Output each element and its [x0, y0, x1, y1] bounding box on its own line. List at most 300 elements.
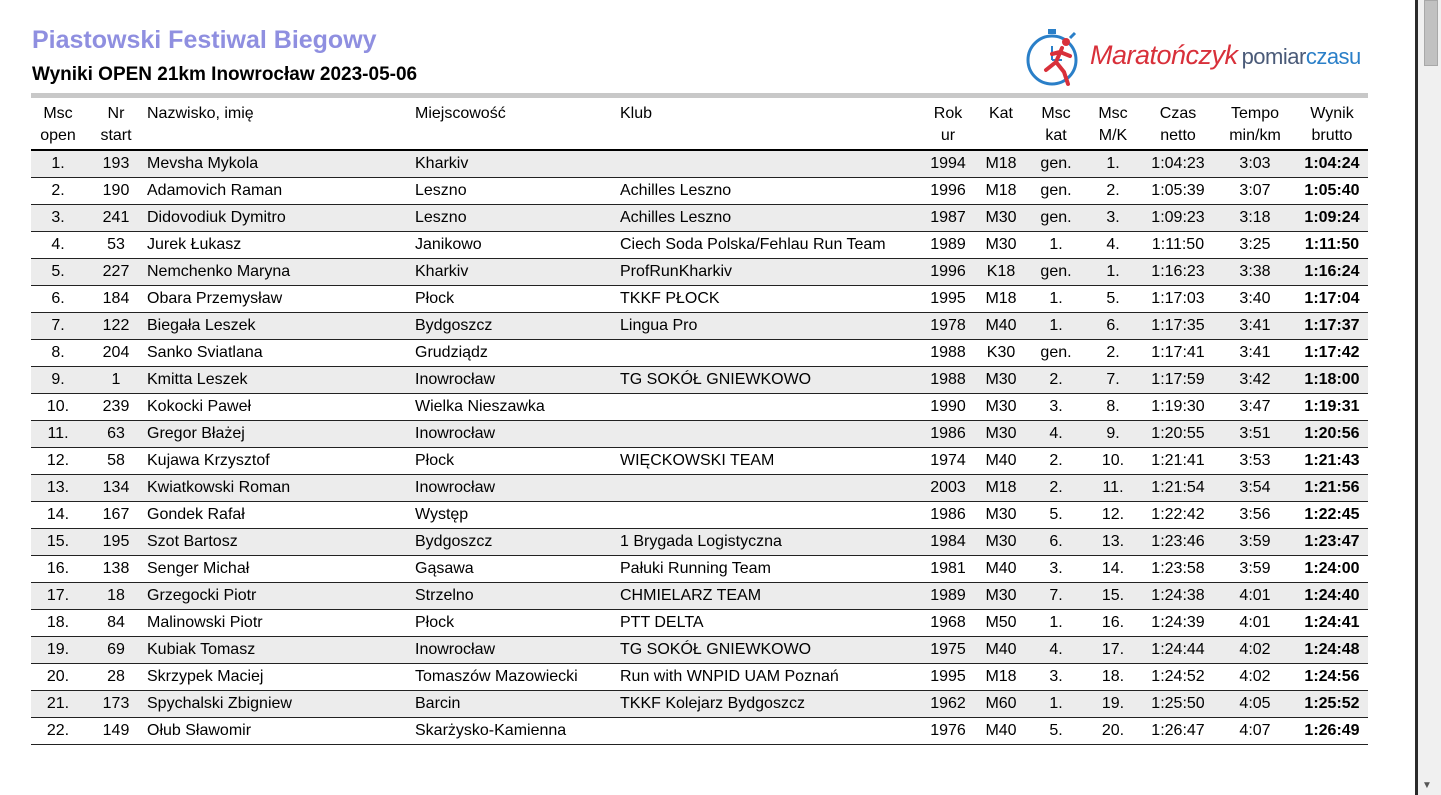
cell-club	[620, 475, 922, 502]
cell-msc-open: 20.	[46, 668, 70, 685]
cell-gross-time: 1:17:37	[1304, 317, 1360, 334]
cell-gross-time: 1:17:04	[1304, 290, 1360, 307]
cell-net-time: 1:24:52	[1151, 668, 1205, 685]
cell-net-time: 1:17:35	[1151, 317, 1205, 334]
col-header-line1: Czas	[1159, 105, 1197, 122]
header-row	[31, 101, 1368, 150]
cell-msc-open: 5.	[51, 263, 65, 280]
col-header-line2: min/km	[1229, 127, 1281, 144]
cell-nr-start: 84	[107, 614, 125, 631]
col-header-msc-mk	[1084, 101, 1142, 150]
cell-pace: 3:54	[1239, 479, 1271, 496]
cell-nr-start: 241	[102, 209, 130, 226]
cell-msc-open: 4.	[51, 236, 65, 253]
cell-name: Gregor Błażej	[147, 425, 245, 442]
cell-msc-kat: 5.	[1049, 506, 1063, 523]
cell-pace: 3:42	[1239, 371, 1271, 388]
cell-net-time: 1:04:23	[1151, 155, 1205, 172]
cell-msc-kat: 7.	[1049, 587, 1063, 604]
cell-msc-kat: 1.	[1049, 317, 1063, 334]
table-row	[31, 394, 1368, 421]
cell-city: Wielka Nieszawka	[415, 398, 545, 415]
cell-gross-time: 1:09:24	[1304, 209, 1360, 226]
cell-city: Płock	[415, 290, 455, 307]
cell-year: 1995	[930, 668, 966, 685]
cell-city: Tomaszów Mazowiecki	[415, 668, 578, 685]
cell-nr-start: 134	[102, 479, 130, 496]
cell-msc-open: 1.	[51, 155, 65, 172]
cell-net-time: 1:24:38	[1151, 587, 1205, 604]
cell-pace: 3:56	[1239, 506, 1271, 523]
cell-club	[620, 394, 922, 421]
maratonczyk-logo	[1022, 26, 1370, 88]
cell-msc-mk: 11.	[1102, 479, 1124, 496]
cell-name: Nemchenko Maryna	[147, 263, 291, 280]
cell-msc-kat: 1.	[1049, 614, 1063, 631]
table-row	[31, 691, 1368, 718]
cell-name: Biegała Leszek	[147, 317, 256, 334]
cell-name: Kujawa Krzysztof	[147, 452, 270, 469]
cell-city: Skarżysko-Kamienna	[415, 722, 567, 739]
cell-pace: 3:03	[1239, 155, 1271, 172]
table-row	[31, 178, 1368, 205]
cell-city: Grudziądz	[415, 344, 488, 361]
cell-name: Szot Bartosz	[147, 533, 238, 550]
cell-msc-kat: 4.	[1049, 641, 1063, 658]
cell-year: 1978	[930, 317, 966, 334]
cell-msc-open: 16.	[46, 560, 70, 577]
vertical-scrollbar[interactable]	[1415, 0, 1441, 795]
cell-msc-kat: 1.	[1049, 695, 1063, 712]
cell-msc-mk: 17.	[1101, 641, 1125, 658]
col-header-club	[620, 101, 922, 150]
table-row	[31, 367, 1368, 394]
cell-net-time: 1:09:23	[1151, 209, 1205, 226]
cell-msc-mk: 3.	[1106, 209, 1120, 226]
cell-msc-mk: 1.	[1106, 155, 1120, 172]
cell-pace: 3:25	[1239, 236, 1271, 253]
cell-category: M40	[985, 722, 1017, 739]
cell-category: M30	[985, 533, 1017, 550]
cell-category: M50	[985, 614, 1017, 631]
cell-gross-time: 1:16:24	[1304, 263, 1360, 280]
cell-pace: 4:02	[1239, 668, 1271, 685]
cell-msc-mk: 10.	[1101, 452, 1125, 469]
col-header-line1: Kat	[988, 105, 1013, 122]
cell-nr-start: 138	[102, 560, 130, 577]
table-row	[31, 259, 1368, 286]
cell-category: M30	[985, 506, 1017, 523]
table-row	[31, 313, 1368, 340]
cell-msc-kat: 2.	[1049, 371, 1063, 388]
cell-msc-mk: 1.	[1106, 263, 1120, 280]
col-header-year	[922, 101, 974, 150]
cell-year: 1981	[930, 560, 966, 577]
cell-nr-start: 149	[102, 722, 130, 739]
cell-club	[620, 421, 922, 448]
cell-msc-mk: 9.	[1106, 425, 1120, 442]
table-row	[31, 718, 1368, 745]
logo-czasu-text: czasu	[1305, 44, 1361, 69]
cell-pace: 3:07	[1239, 182, 1271, 199]
table-row	[31, 475, 1368, 502]
cell-msc-kat: 2.	[1049, 452, 1063, 469]
cell-msc-kat: 1.	[1049, 290, 1063, 307]
cell-msc-kat: 3.	[1049, 560, 1063, 577]
cell-city: Inowrocław	[415, 641, 496, 658]
cell-msc-mk: 19.	[1101, 695, 1125, 712]
cell-nr-start: 122	[102, 317, 130, 334]
col-header-line1: Msc	[1041, 105, 1071, 122]
cell-msc-open: 10.	[46, 398, 70, 415]
cell-msc-mk: 18.	[1101, 668, 1125, 685]
cell-year: 2003	[930, 479, 966, 496]
cell-year: 1975	[930, 641, 966, 658]
table-row	[31, 150, 1368, 178]
cell-category: M30	[985, 425, 1017, 442]
cell-name: Skrzypek Maciej	[147, 668, 264, 685]
cell-gross-time: 1:04:24	[1304, 155, 1360, 172]
cell-net-time: 1:21:54	[1151, 479, 1205, 496]
cell-nr-start: 184	[102, 290, 130, 307]
cell-pace: 3:18	[1239, 209, 1271, 226]
cell-msc-kat: 6.	[1049, 533, 1063, 550]
cell-nr-start: 18	[107, 587, 125, 604]
cell-msc-open: 15.	[46, 533, 70, 550]
cell-year: 1994	[930, 155, 966, 172]
cell-category: M18	[985, 155, 1017, 172]
cell-club	[620, 150, 922, 178]
cell-gross-time: 1:11:50	[1304, 236, 1360, 253]
cell-gross-time: 1:05:40	[1304, 182, 1360, 199]
cell-nr-start: 28	[107, 668, 125, 685]
col-header-city	[415, 101, 620, 150]
cell-msc-kat: gen.	[1040, 182, 1072, 199]
col-header-line2: start	[100, 127, 132, 144]
cell-msc-mk: 16.	[1101, 614, 1125, 631]
col-header-line1: Klub	[620, 105, 653, 122]
cell-net-time: 1:21:41	[1151, 452, 1205, 469]
cell-msc-mk: 13.	[1101, 533, 1125, 550]
cell-msc-open: 3.	[51, 209, 65, 226]
cell-msc-mk: 2.	[1106, 344, 1120, 361]
cell-gross-time: 1:22:45	[1304, 506, 1360, 523]
table-row	[31, 448, 1368, 475]
cell-category: M18	[985, 668, 1017, 685]
page-title: Piastowski Festiwal Biegowy	[32, 26, 377, 54]
cell-category: K18	[986, 263, 1016, 280]
cell-city: Barcin	[415, 695, 461, 712]
table-row	[31, 664, 1368, 691]
cell-name: Didovodiuk Dymitro	[147, 209, 286, 226]
cell-club: TG SOKÓŁ GNIEWKOWO	[620, 371, 812, 388]
cell-category: M40	[985, 560, 1017, 577]
table-row	[31, 205, 1368, 232]
cell-year: 1968	[930, 614, 966, 631]
cell-gross-time: 1:24:40	[1304, 587, 1360, 604]
cell-gross-time: 1:21:56	[1304, 479, 1360, 496]
cell-club: Achilles Leszno	[620, 182, 732, 199]
cell-category: M40	[985, 641, 1017, 658]
results-table	[31, 101, 1368, 745]
table-row	[31, 583, 1368, 610]
cell-net-time: 1:23:58	[1151, 560, 1205, 577]
cell-name: Gondek Rafał	[147, 506, 245, 523]
cell-club: 1 Brygada Logistyczna	[620, 533, 782, 550]
cell-year: 1962	[930, 695, 966, 712]
cell-pace: 4:01	[1239, 614, 1271, 631]
cell-city: Płock	[415, 614, 455, 631]
cell-category: M30	[985, 209, 1017, 226]
cell-net-time: 1:17:03	[1151, 290, 1205, 307]
cell-gross-time: 1:24:41	[1304, 614, 1360, 631]
cell-year: 1988	[930, 344, 966, 361]
col-header-line2: kat	[1045, 127, 1067, 144]
cell-net-time: 1:20:55	[1151, 425, 1205, 442]
cell-msc-kat: gen.	[1040, 344, 1072, 361]
cell-net-time: 1:11:50	[1151, 236, 1205, 253]
cell-category: M30	[985, 587, 1017, 604]
cell-year: 1986	[930, 506, 966, 523]
cell-pace: 3:59	[1239, 533, 1271, 550]
results-table-header	[31, 101, 1368, 150]
cell-msc-kat: gen.	[1040, 263, 1072, 280]
cell-name: Obara Przemysław	[147, 290, 283, 307]
col-header-msc-open	[31, 101, 85, 150]
cell-msc-kat: gen.	[1040, 155, 1072, 172]
cell-msc-kat: 1.	[1049, 236, 1063, 253]
cell-msc-mk: 14.	[1101, 560, 1125, 577]
cell-msc-kat: 2.	[1049, 479, 1063, 496]
cell-name: Jurek Łukasz	[147, 236, 242, 253]
cell-pace: 4:01	[1239, 587, 1271, 604]
scrollbar-thumb[interactable]	[1424, 0, 1438, 66]
cell-nr-start: 193	[102, 155, 130, 172]
cell-year: 1996	[930, 263, 966, 280]
cell-gross-time: 1:25:52	[1304, 695, 1360, 712]
cell-city: Kharkiv	[415, 155, 469, 172]
cell-city: Inowrocław	[415, 425, 496, 442]
col-header-name	[147, 101, 415, 150]
cell-year: 1984	[930, 533, 966, 550]
cell-pace: 3:53	[1239, 452, 1271, 469]
cell-nr-start: 63	[107, 425, 125, 442]
cell-net-time: 1:16:23	[1151, 263, 1205, 280]
cell-gross-time: 1:18:00	[1304, 371, 1360, 388]
cell-year: 1974	[930, 452, 966, 469]
col-header-line2: netto	[1160, 127, 1196, 144]
cell-nr-start: 195	[102, 533, 130, 550]
cell-year: 1987	[930, 209, 966, 226]
cell-name: Grzegocki Piotr	[147, 587, 257, 604]
cell-msc-open: 22.	[46, 722, 70, 739]
table-row	[31, 637, 1368, 664]
cell-club	[620, 502, 922, 529]
cell-category: M30	[985, 236, 1017, 253]
header-divider	[31, 93, 1368, 98]
cell-msc-open: 7.	[51, 317, 65, 334]
cell-msc-open: 18.	[46, 614, 70, 631]
table-row	[31, 286, 1368, 313]
cell-msc-mk: 2.	[1106, 182, 1120, 199]
cell-msc-kat: 3.	[1049, 668, 1063, 685]
col-header-line1: Msc	[1098, 105, 1128, 122]
cell-club: ProfRunKharkiv	[620, 263, 733, 280]
cell-name: Malinowski Piotr	[147, 614, 263, 631]
cell-nr-start: 1	[111, 371, 121, 388]
table-row	[31, 421, 1368, 448]
cell-msc-open: 21.	[46, 695, 70, 712]
col-header-line2: open	[40, 127, 76, 144]
cell-club: Ciech Soda Polska/Fehlau Run Team	[620, 236, 886, 253]
cell-category: M60	[985, 695, 1017, 712]
cell-name: Kubiak Tomasz	[147, 641, 256, 658]
cell-nr-start: 190	[102, 182, 130, 199]
stopwatch-runner-icon	[1022, 26, 1088, 88]
col-header-line1: Msc	[43, 105, 73, 122]
scrollbar-edge	[1415, 0, 1418, 795]
col-header-category	[974, 101, 1028, 150]
cell-net-time: 1:23:46	[1151, 533, 1205, 550]
cell-city: Bydgoszcz	[415, 533, 493, 550]
cell-nr-start: 58	[107, 452, 125, 469]
cell-city: Występ	[415, 506, 469, 523]
cell-club: TKKF Kolejarz Bydgoszcz	[620, 695, 805, 712]
cell-msc-open: 8.	[51, 344, 65, 361]
cell-msc-kat: gen.	[1040, 209, 1072, 226]
cell-year: 1989	[930, 587, 966, 604]
cell-category: M30	[985, 371, 1017, 388]
page-subtitle: Wyniki OPEN 21km Inowrocław 2023-05-06	[32, 64, 418, 85]
cell-year: 1988	[930, 371, 966, 388]
col-header-line1: Nazwisko, imię	[147, 105, 254, 122]
cell-nr-start: 167	[102, 506, 130, 523]
cell-net-time: 1:26:47	[1151, 722, 1205, 739]
cell-club	[620, 718, 922, 745]
cell-club: WIĘCKOWSKI TEAM	[620, 452, 775, 469]
results-table-body	[31, 150, 1368, 745]
cell-club: TG SOKÓŁ GNIEWKOWO	[620, 641, 812, 658]
cell-nr-start: 173	[102, 695, 130, 712]
col-header-line1: Miejscowość	[415, 105, 506, 122]
cell-net-time: 1:17:59	[1151, 371, 1205, 388]
cell-name: Kokocki Paweł	[147, 398, 252, 415]
cell-nr-start: 53	[107, 236, 125, 253]
cell-msc-mk: 4.	[1106, 236, 1120, 253]
cell-msc-open: 11.	[47, 425, 69, 442]
cell-club: CHMIELARZ TEAM	[620, 587, 762, 604]
cell-msc-mk: 15.	[1101, 587, 1125, 604]
col-header-pace	[1214, 101, 1296, 150]
col-header-nr-start	[85, 101, 147, 150]
cell-name: Sanko Sviatlana	[147, 344, 263, 361]
cell-city: Bydgoszcz	[415, 317, 493, 334]
cell-city: Strzelno	[415, 587, 474, 604]
cell-gross-time: 1:20:56	[1304, 425, 1360, 442]
cell-category: M18	[985, 479, 1017, 496]
col-header-line1: Nr	[107, 105, 125, 122]
cell-category: M40	[985, 317, 1017, 334]
cell-year: 1986	[930, 425, 966, 442]
cell-gross-time: 1:17:42	[1304, 344, 1360, 361]
cell-category: M40	[985, 452, 1017, 469]
cell-city: Płock	[415, 452, 455, 469]
cell-category: K30	[986, 344, 1016, 361]
cell-gross-time: 1:21:43	[1304, 452, 1360, 469]
cell-pace: 4:02	[1239, 641, 1271, 658]
cell-net-time: 1:17:41	[1151, 344, 1205, 361]
cell-year: 1996	[930, 182, 966, 199]
cell-club: PTT DELTA	[620, 614, 704, 631]
cell-pace: 3:59	[1239, 560, 1271, 577]
cell-msc-mk: 8.	[1106, 398, 1120, 415]
cell-year: 1989	[930, 236, 966, 253]
col-header-line2: M/K	[1098, 127, 1128, 144]
cell-net-time: 1:22:42	[1151, 506, 1205, 523]
cell-city: Gąsawa	[415, 560, 474, 577]
cell-city: Leszno	[415, 209, 467, 226]
cell-club: TKKF PŁOCK	[620, 290, 720, 307]
cell-msc-open: 14.	[46, 506, 70, 523]
col-header-line1: Rok	[933, 105, 963, 122]
cell-club: Pałuki Running Team	[620, 560, 771, 577]
cell-gross-time: 1:23:47	[1304, 533, 1360, 550]
cell-name: Kwiatkowski Roman	[147, 479, 291, 496]
cell-msc-open: 12.	[46, 452, 70, 469]
cell-category: M30	[985, 398, 1017, 415]
cell-city: Inowrocław	[415, 479, 496, 496]
cell-nr-start: 69	[107, 641, 125, 658]
cell-name: Mevsha Mykola	[147, 155, 259, 172]
table-row	[31, 340, 1368, 367]
cell-gross-time: 1:19:31	[1304, 398, 1360, 415]
cell-msc-kat: 3.	[1049, 398, 1063, 415]
cell-year: 1990	[930, 398, 966, 415]
cell-msc-kat: 5.	[1049, 722, 1063, 739]
cell-city: Janikowo	[415, 236, 482, 253]
table-row	[31, 529, 1368, 556]
cell-pace: 3:38	[1239, 263, 1271, 280]
cell-year: 1976	[930, 722, 966, 739]
cell-msc-mk: 12.	[1101, 506, 1125, 523]
cell-pace: 4:07	[1239, 722, 1271, 739]
cell-net-time: 1:25:50	[1151, 695, 1205, 712]
cell-msc-mk: 7.	[1106, 371, 1120, 388]
cell-net-time: 1:24:39	[1151, 614, 1205, 631]
cell-msc-open: 2.	[51, 182, 65, 199]
cell-category: M18	[985, 182, 1017, 199]
table-row	[31, 502, 1368, 529]
cell-pace: 3:41	[1239, 317, 1271, 334]
cell-nr-start: 204	[102, 344, 130, 361]
col-header-net-time	[1142, 101, 1214, 150]
cell-nr-start: 239	[102, 398, 130, 415]
cell-pace: 3:51	[1239, 425, 1271, 442]
cell-category: M18	[985, 290, 1017, 307]
cell-msc-open: 17.	[46, 587, 70, 604]
cell-net-time: 1:19:30	[1151, 398, 1205, 415]
col-header-gross-time	[1296, 101, 1368, 150]
cell-nr-start: 227	[102, 263, 130, 280]
col-header-msc-kat	[1028, 101, 1084, 150]
cell-msc-mk: 6.	[1106, 317, 1120, 334]
cell-name: Ołub Sławomir	[147, 722, 252, 739]
col-header-line2: brutto	[1311, 127, 1353, 144]
scroll-down-arrow-icon[interactable]: ▼	[1422, 780, 1432, 791]
col-header-line2: ur	[940, 127, 956, 144]
cell-gross-time: 1:26:49	[1304, 722, 1360, 739]
cell-club: Lingua Pro	[620, 317, 698, 334]
